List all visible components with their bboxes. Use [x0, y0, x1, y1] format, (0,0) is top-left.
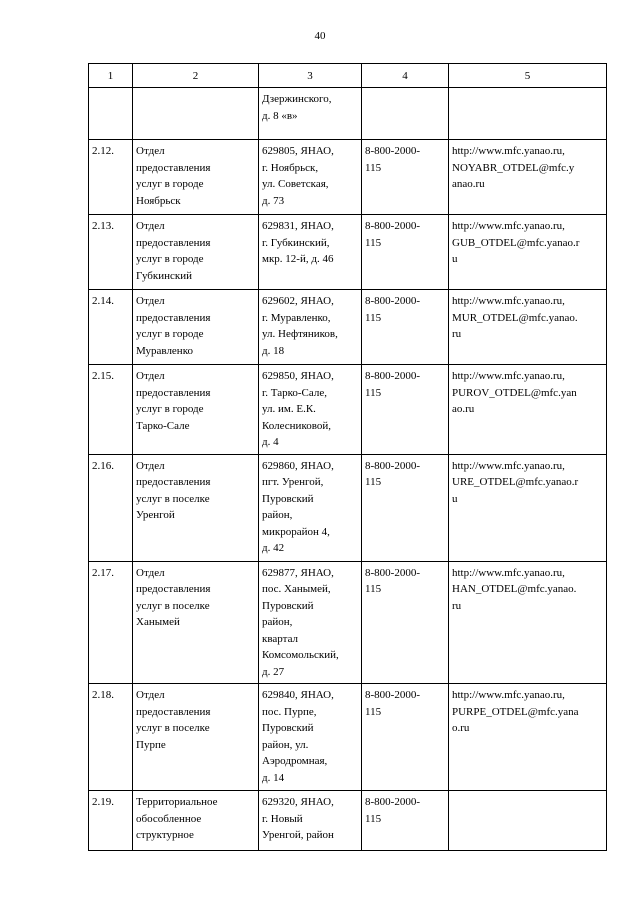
office-address: 629877, ЯНАО, пос. Ханымей, Пуровский район, квартал Комсомольский, д. 27 — [259, 561, 362, 684]
row-number: 2.18. — [89, 684, 133, 791]
office-contact: http://www.mfc.yanao.ru, MUR_OTDEL@mfc.yanao. ru — [449, 290, 607, 365]
office-phone: 8-800-2000- 115 — [362, 365, 449, 455]
column-header-3: 3 — [259, 64, 362, 88]
office-address: Дзержинского, д. 8 «в» — [259, 88, 362, 140]
row-number: 2.13. — [89, 215, 133, 290]
office-name: Отдел предоставления услуг в поселке Уренгой — [133, 454, 259, 561]
office-contact: http://www.mfc.yanao.ru, NOYABR_OTDEL@mfc.y anao.ru — [449, 140, 607, 215]
row-number: 2.19. — [89, 791, 133, 851]
row-number — [89, 88, 133, 140]
office-phone: 8-800-2000- 115 — [362, 454, 449, 561]
office-address: 629860, ЯНАО, пгт. Уренгой, Пуровский район, микрорайон 4, д. 42 — [259, 454, 362, 561]
office-contact: http://www.mfc.yanao.ru, PUROV_OTDEL@mfc.yan ao.ru — [449, 365, 607, 455]
row-number: 2.12. — [89, 140, 133, 215]
row-number: 2.14. — [89, 290, 133, 365]
row-number: 2.16. — [89, 454, 133, 561]
table-row — [89, 140, 607, 215]
office-address: 629320, ЯНАО, г. Новый Уренгой, район — [259, 791, 362, 851]
row-number: 2.17. — [89, 561, 133, 684]
row-number: 2.15. — [89, 365, 133, 455]
office-address: 629840, ЯНАО, пос. Пурпе, Пуровский район, ул. Аэродромная, д. 14 — [259, 684, 362, 791]
table-row — [89, 290, 607, 365]
office-contact: http://www.mfc.yanao.ru, GUB_OTDEL@mfc.yanao.r u — [449, 215, 607, 290]
office-name: Отдел предоставления услуг в городе Муравленко — [133, 290, 259, 365]
office-phone: 8-800-2000- 115 — [362, 290, 449, 365]
office-phone: 8-800-2000- 115 — [362, 140, 449, 215]
office-address: 629602, ЯНАО, г. Муравленко, ул. Нефтяников, д. 18 — [259, 290, 362, 365]
page-number: 40 — [314, 30, 326, 42]
table-row — [89, 561, 607, 684]
column-header-2: 2 — [133, 64, 259, 88]
table-row — [89, 454, 607, 561]
table-row — [89, 684, 607, 791]
column-header-1: 1 — [89, 64, 133, 88]
office-address: 629850, ЯНАО, г. Тарко-Сале, ул. им. Е.К. Колесниковой, д. 4 — [259, 365, 362, 455]
office-address: 629805, ЯНАО, г. Ноябрьск, ул. Советская, д. 73 — [259, 140, 362, 215]
header-row — [89, 64, 607, 88]
column-header-4: 4 — [362, 64, 449, 88]
table-row — [89, 88, 607, 140]
office-name — [133, 88, 259, 140]
office-phone: 8-800-2000- 115 — [362, 215, 449, 290]
table-row — [89, 791, 607, 851]
office-address: 629831, ЯНАО, г. Губкинский, мкр. 12-й, д. 46 — [259, 215, 362, 290]
table-row — [89, 365, 607, 455]
office-name: Территориальное обособленное структурное — [133, 791, 259, 851]
office-contact — [449, 791, 607, 851]
office-name: Отдел предоставления услуг в городе Губкинский — [133, 215, 259, 290]
table-row — [89, 215, 607, 290]
office-contact: http://www.mfc.yanao.ru, URE_OTDEL@mfc.yanao.r u — [449, 454, 607, 561]
office-phone: 8-800-2000- 115 — [362, 791, 449, 851]
office-phone: 8-800-2000- 115 — [362, 561, 449, 684]
office-name: Отдел предоставления услуг в городе Тарко-Сале — [133, 365, 259, 455]
office-name: Отдел предоставления услуг в городе Ноябрьск — [133, 140, 259, 215]
office-name: Отдел предоставления услуг в поселке Пурпе — [133, 684, 259, 791]
office-phone: 8-800-2000- 115 — [362, 684, 449, 791]
mfc-offices-table — [88, 63, 607, 851]
office-contact — [449, 88, 607, 140]
office-name: Отдел предоставления услуг в поселке Ханымей — [133, 561, 259, 684]
office-contact: http://www.mfc.yanao.ru, PURPE_OTDEL@mfc.yana o.ru — [449, 684, 607, 791]
column-header-5: 5 — [449, 64, 607, 88]
office-contact: http://www.mfc.yanao.ru, HAN_OTDEL@mfc.yanao. ru — [449, 561, 607, 684]
office-phone — [362, 88, 449, 140]
